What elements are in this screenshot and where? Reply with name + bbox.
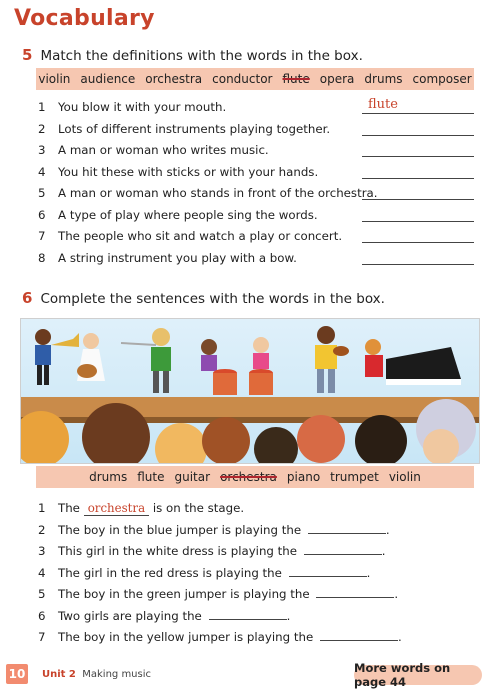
item-number: 1	[38, 100, 46, 114]
exercise-5-instruction: 5 Match the definitions with the words in the box.	[22, 46, 363, 64]
answer-field[interactable]	[308, 523, 386, 534]
exercise-5-word-box	[36, 68, 474, 90]
answer-field[interactable]	[362, 122, 474, 136]
sentence-start: The	[58, 501, 80, 515]
sentence-row	[38, 566, 370, 580]
word-box-word: trumpet	[330, 470, 379, 484]
word-box-word: conductor	[212, 72, 273, 86]
item-number: 7	[38, 229, 46, 243]
definition-row	[38, 251, 297, 265]
word-box-word: piano	[286, 470, 321, 484]
answer-field[interactable]	[362, 208, 474, 222]
sentence-end: .	[366, 565, 371, 580]
answer-field[interactable]	[289, 566, 367, 577]
item-number: 5	[38, 186, 46, 200]
sentence-row	[38, 630, 402, 644]
answer-text: flute	[368, 97, 398, 112]
more-words-link[interactable]: More words on page 44	[354, 665, 482, 685]
sentence-start: Two girls are playing the	[58, 608, 202, 623]
word-box-word: violin	[388, 470, 421, 484]
page-number: 10	[6, 664, 28, 684]
definition-row	[38, 100, 226, 114]
definition-row	[38, 122, 330, 136]
answer-field[interactable]	[209, 609, 287, 620]
word-box-word: orchestra	[145, 72, 203, 86]
answer-field[interactable]	[362, 251, 474, 265]
definition-text: The people who sit and watch a play or concert.	[58, 229, 343, 243]
word-box-word: audience	[80, 72, 136, 86]
item-number: 1	[38, 501, 46, 515]
item-number: 4	[38, 164, 46, 179]
definition-text: A type of play where people sing the words.	[58, 207, 318, 222]
exercise-6-instruction: 6 Complete the sentences with the words in the box.	[22, 289, 385, 307]
definition-text: You hit these with sticks or with your hands.	[58, 164, 319, 179]
definition-text: A string instrument you play with a bow.	[58, 250, 297, 265]
sentence-row	[38, 587, 398, 601]
sentence-row	[38, 501, 244, 516]
exercise-5-number: 5	[22, 46, 33, 64]
concert-illustration	[20, 318, 480, 464]
definition-text: Lots of different instruments playing together.	[58, 121, 331, 136]
definition-row	[38, 143, 269, 157]
sentence-start: This girl in the white dress is playing the	[58, 544, 298, 558]
definition-text: A man or woman who writes music.	[58, 143, 269, 157]
sentence-end: .	[286, 608, 291, 623]
definition-row	[38, 165, 318, 179]
sentence-start: The boy in the yellow jumper is playing the	[58, 630, 314, 644]
item-number: 8	[38, 250, 46, 265]
unit-label: Unit 2 Making music	[42, 669, 152, 680]
word-box-word: orchestra	[220, 470, 277, 484]
sentence-end: .	[385, 522, 390, 537]
answer-field[interactable]	[320, 630, 398, 641]
item-number: 3	[38, 143, 46, 157]
word-box-word: drums	[89, 470, 128, 484]
word-box-word: opera	[319, 72, 355, 86]
definition-text: You blow it with your mouth.	[58, 100, 227, 114]
sentence-row	[38, 523, 390, 537]
definition-row	[38, 208, 318, 222]
word-box-word: drums	[364, 72, 403, 86]
answer-field[interactable]	[362, 143, 474, 157]
sentence-row	[38, 609, 290, 623]
item-number: 7	[38, 630, 46, 644]
sentence-row	[38, 544, 386, 558]
word-box-word: composer	[412, 72, 472, 86]
item-number: 2	[38, 522, 46, 537]
definition-text: A man or woman who stands in front of the orchestra.	[58, 186, 378, 200]
answer-field[interactable]	[362, 229, 474, 243]
word-box-word: guitar	[174, 470, 211, 484]
sentence-start: The boy in the blue jumper is playing the	[58, 522, 302, 537]
answer-field[interactable]	[304, 544, 382, 555]
item-number: 5	[38, 587, 46, 601]
sentence-end: .	[381, 544, 386, 558]
item-number: 6	[38, 608, 46, 623]
item-number: 2	[38, 121, 46, 136]
answer-field[interactable]: orchestra	[84, 501, 149, 516]
sentence-start: The girl in the red dress is playing the	[58, 565, 282, 580]
answer-field[interactable]	[362, 186, 474, 200]
page-title: Vocabulary	[14, 6, 155, 31]
word-box-word: flute	[282, 72, 310, 86]
definition-row	[38, 229, 342, 243]
exercise-6-word-box	[36, 466, 474, 488]
answer-field[interactable]	[362, 97, 474, 114]
concert-scene-image	[21, 319, 479, 463]
item-number: 3	[38, 544, 46, 558]
answer-field[interactable]	[316, 587, 394, 598]
sentence-end: is on the stage.	[152, 501, 245, 515]
word-box-word: flute	[137, 470, 165, 484]
answer-field[interactable]	[362, 165, 474, 179]
word-box-word: violin	[38, 72, 71, 86]
item-number: 6	[38, 207, 46, 222]
sentence-end: .	[394, 587, 399, 601]
exercise-6-number: 6	[22, 289, 33, 307]
sentence-end: .	[398, 630, 402, 644]
definition-row	[38, 186, 378, 200]
item-number: 4	[38, 565, 46, 580]
sentence-start: The boy in the green jumper is playing the	[58, 587, 310, 601]
